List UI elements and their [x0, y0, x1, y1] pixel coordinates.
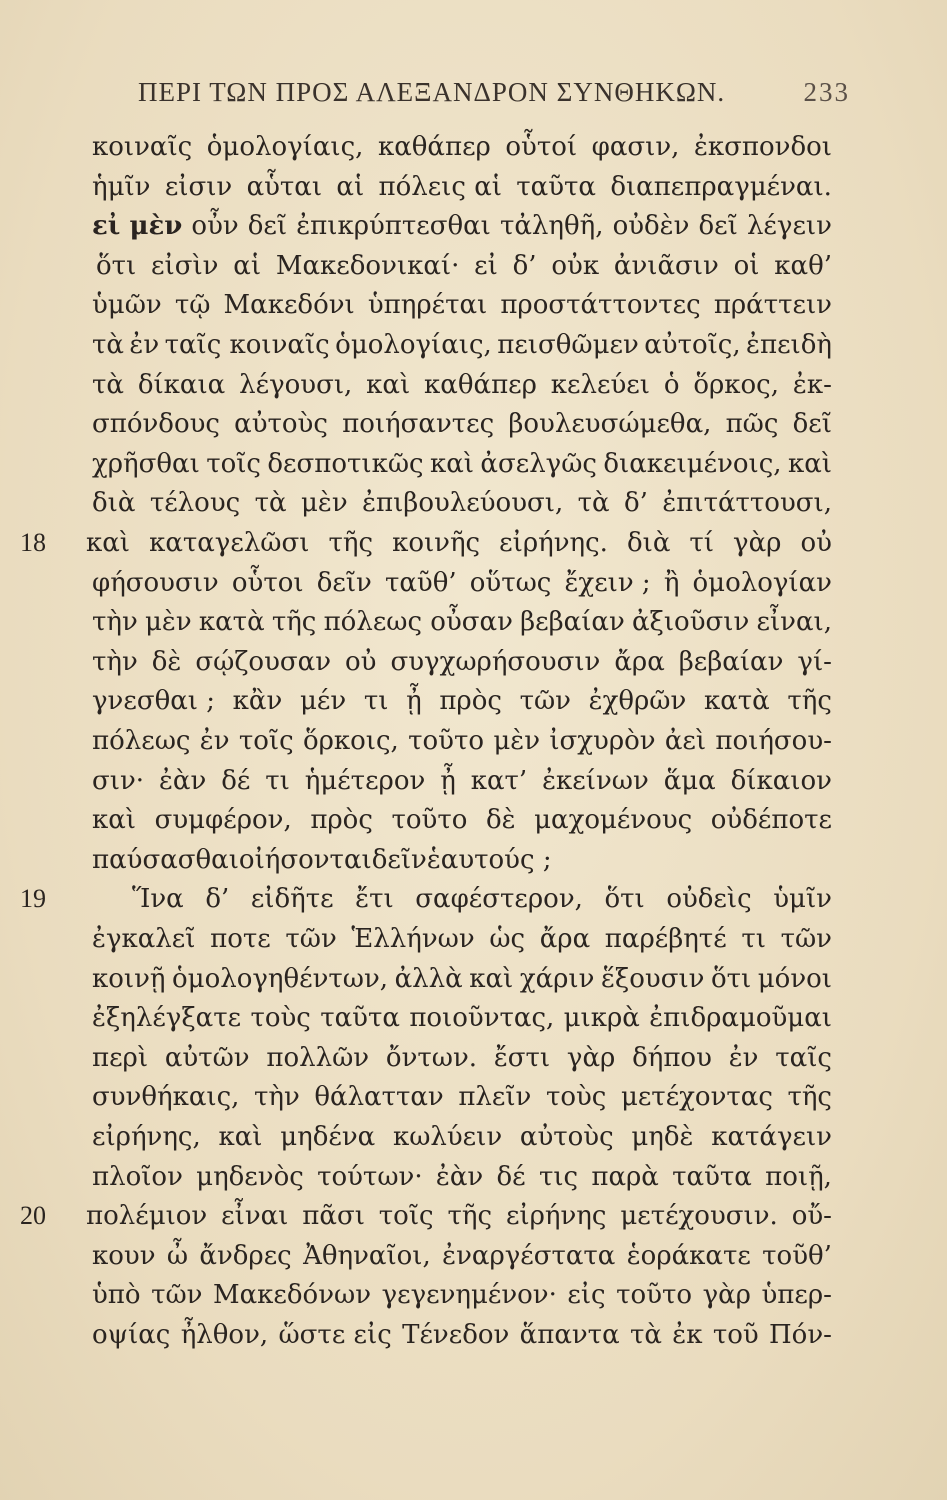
word: μηδένα	[280, 1122, 376, 1152]
word: ἀνιᾶσιν	[613, 250, 719, 281]
word: ἐν	[129, 330, 160, 360]
text-line	[92, 798, 832, 842]
word: τοῦτο	[408, 726, 485, 756]
section-number-19: 19	[20, 884, 46, 914]
word: βουλευσώμεθα,	[508, 409, 712, 440]
word: κουν	[92, 1240, 156, 1271]
word: Τένεδον	[402, 1320, 510, 1350]
word: αὐτοὺς	[519, 1122, 614, 1152]
word: τὴν	[254, 1082, 300, 1113]
word: σαφέστερον,	[415, 884, 583, 915]
word: οὐδεὶς	[666, 884, 752, 915]
word: γί-	[797, 646, 832, 677]
word: εἰδῆτε	[250, 884, 334, 915]
word: ταῖς κοιναῖς	[164, 330, 330, 360]
text-line	[92, 1036, 832, 1080]
word: παύσασθαι	[92, 844, 239, 875]
word: ἀλλὰ	[394, 963, 463, 994]
word: τοῦτο	[391, 805, 468, 836]
word: ὁμολογηθέντων,	[172, 963, 389, 994]
word: δεῖ	[247, 211, 288, 242]
word: λέγειν	[746, 211, 832, 242]
word: ἀεὶ	[664, 726, 707, 756]
word: σπόνδους	[92, 409, 220, 440]
word: ταῦτα	[320, 1003, 400, 1034]
word: μὲν	[493, 726, 540, 756]
word: ἐπειδὴ	[746, 330, 832, 360]
word: δὲ	[151, 646, 182, 677]
word: πλεῖν	[458, 1082, 532, 1113]
word: αἱ	[336, 171, 365, 202]
word: δέ	[496, 1161, 526, 1192]
word: ταῦθ’	[384, 567, 457, 598]
text-line	[92, 283, 832, 327]
word: τἀληθῆ,	[499, 211, 604, 242]
word: Μακεδόνων	[213, 1280, 372, 1311]
word: ἄρα	[539, 924, 591, 954]
word: διὰ	[626, 528, 671, 558]
word: οἰήσονται	[238, 844, 372, 875]
word: τὰ	[92, 330, 124, 360]
word: δεῖ	[698, 211, 738, 242]
word: εἰσὶν	[151, 250, 219, 281]
word: ἑοράκατε	[626, 1240, 751, 1271]
word: Μακεδονικαί·	[275, 250, 460, 281]
word: ἐξηλέγξατε	[92, 1003, 242, 1034]
word: ὅτι	[711, 963, 752, 994]
word: ἔχειν ;	[564, 567, 651, 598]
word: ὄντων.	[385, 1042, 478, 1073]
word: τὴν	[92, 646, 138, 677]
word: ἐπιτάττουσι,	[662, 488, 832, 519]
text-line	[92, 1115, 832, 1159]
word: συγχωρήσουσιν	[390, 646, 601, 677]
word: ἄνδρες	[199, 1240, 292, 1271]
word: αὐτῶν	[164, 1042, 250, 1073]
text-line	[96, 244, 832, 288]
word: κοιναῖς	[92, 132, 193, 162]
word: προστάττοντες	[500, 290, 701, 321]
text-line	[92, 481, 832, 525]
word: ὑπὸ	[92, 1280, 141, 1311]
word: ἔτι	[355, 884, 394, 915]
word: Ἀθηναῖοι,	[303, 1240, 431, 1271]
word: ταῦτα	[672, 1161, 752, 1192]
word: οὖν	[191, 211, 239, 242]
word: αὗται	[246, 171, 323, 202]
text-line	[92, 957, 832, 1001]
word: ἐπιδραμοῦμαι	[649, 1003, 832, 1034]
word: τὴν	[92, 607, 138, 638]
word: δ’	[624, 488, 648, 519]
word: δίκαια	[137, 369, 226, 400]
word: οὐ	[345, 646, 377, 677]
word: παρὰ	[591, 1161, 659, 1192]
word: γὰρ	[566, 1042, 616, 1073]
word: καταγελῶσι	[149, 528, 310, 558]
word: καὶ	[430, 448, 475, 479]
word: ὑπερ-	[761, 1280, 832, 1311]
section-number-18: 18	[20, 528, 46, 557]
word: ὅτι	[604, 884, 645, 915]
word: ἐκείνων	[542, 765, 649, 796]
word: ᾖ	[406, 686, 422, 717]
word: τῆς	[447, 1201, 493, 1232]
word: ἡμῖν	[92, 171, 151, 202]
word: ὁμολογίαις,	[335, 330, 492, 360]
word: μετέχουσιν.	[620, 1201, 778, 1232]
word: μόνοι	[757, 963, 832, 994]
word: ἅμα	[663, 765, 716, 796]
word: ἅπαντα	[519, 1320, 620, 1350]
text-line	[92, 719, 832, 763]
word: αἱ	[233, 250, 262, 281]
word: τοὺς	[250, 1003, 311, 1034]
word: χρῆσθαι	[92, 448, 200, 479]
word: τοῖς	[378, 1201, 434, 1232]
word: αὐτοῖς,	[644, 330, 741, 360]
word: κελεύει	[550, 369, 650, 400]
word: τοῦθ’	[762, 1240, 832, 1271]
word: εἰρήνης,	[92, 1122, 201, 1152]
text-line	[92, 561, 832, 605]
word: πῶς	[725, 409, 779, 440]
word: καὶ	[218, 1122, 263, 1152]
word: μαχομένους	[534, 805, 693, 836]
word: συμφέρον,	[154, 805, 292, 836]
word: ὅρκοις,	[302, 726, 399, 756]
word: εἰ	[474, 250, 498, 281]
word: κατ’	[470, 765, 528, 796]
word: πολλῶν	[266, 1042, 370, 1073]
word: εἶναι	[221, 1201, 289, 1232]
word: δὲ	[485, 805, 516, 836]
text-line	[92, 838, 552, 882]
text-line	[86, 1194, 832, 1238]
word: δεσποτικῶς	[267, 448, 424, 479]
running-header	[138, 70, 850, 114]
word: δήπου	[632, 1042, 712, 1073]
word: τι	[363, 686, 389, 717]
word: τῆς	[787, 1082, 832, 1113]
word: οψίας	[92, 1320, 171, 1350]
word: καθάπερ	[424, 369, 537, 400]
word: διὰ	[92, 488, 136, 519]
word: τις	[538, 1161, 579, 1192]
word: ποιήσου-	[715, 726, 832, 756]
word: ἐχθρῶν	[588, 686, 687, 717]
text-line	[92, 442, 832, 486]
word: κατὰ	[198, 607, 265, 638]
word: ἕξουσιν	[600, 963, 705, 994]
word: ταῦτα	[516, 171, 596, 202]
word: συνθήκαις,	[92, 1082, 240, 1113]
word: πόλεως	[92, 726, 191, 756]
word: γνεσθαι ;	[92, 686, 215, 717]
word: ποιοῦντας,	[409, 1003, 555, 1034]
word: πλοῖον	[92, 1161, 183, 1192]
word: τῷ	[174, 290, 211, 321]
word: τῶν	[151, 1280, 203, 1311]
text-line	[92, 363, 832, 407]
word: πεισθῶμεν	[497, 330, 639, 360]
word: πολέμιον	[86, 1201, 208, 1232]
text-line	[92, 759, 832, 803]
text-line	[92, 877, 832, 921]
word: διακειμένοις,	[603, 448, 782, 479]
word: καθάπερ	[377, 132, 491, 162]
word: ὁμολογίαις,	[206, 132, 364, 162]
word: σιν·	[92, 765, 145, 796]
word: ἐπικρύπτεσθαι	[296, 211, 491, 242]
word: ἀξιοῦσιν	[631, 607, 750, 638]
word: κοινῆς	[392, 528, 481, 558]
word: ὑμῖν	[773, 884, 832, 915]
word: ὦ	[166, 1240, 189, 1271]
text-line	[92, 917, 832, 961]
word: ταῖς	[775, 1042, 832, 1073]
word: τῶν	[519, 686, 571, 717]
word: πόλεως οὖσαν	[323, 607, 513, 638]
word: βεβαίαν	[520, 607, 625, 638]
word: δέ	[221, 765, 251, 796]
word: περὶ	[92, 1042, 149, 1073]
word: διαπεπραγμέναι.	[610, 171, 832, 202]
word: οὐδὲν	[612, 211, 690, 242]
word: αὐτοὺς	[234, 409, 328, 440]
word: κἂν	[232, 686, 283, 717]
word: τούτων·	[317, 1161, 423, 1192]
word: καὶ	[787, 448, 832, 479]
word: τέλους	[149, 488, 241, 519]
word: φήσουσιν	[92, 567, 219, 598]
word: ἐὰν	[435, 1161, 484, 1192]
word: Ἵνα	[132, 884, 184, 915]
word: φασιν,	[591, 132, 680, 162]
word: θάλατταν	[314, 1082, 444, 1113]
word: ποτε	[210, 924, 271, 954]
word: πράττειν	[713, 290, 832, 321]
word: καὶ	[86, 528, 131, 558]
word: ἦλθον,	[180, 1320, 269, 1350]
word: ποιῇ,	[765, 1161, 832, 1192]
word: ὁμολογίαν	[692, 567, 832, 598]
word: χάριν	[519, 963, 595, 994]
word: ἐναργέστατα	[442, 1240, 616, 1271]
word: εἰρήνης.	[499, 528, 608, 558]
word: πρὸς	[439, 686, 502, 717]
word: ὁ	[663, 369, 680, 400]
word: καὶ	[366, 369, 411, 400]
word: πόλεις αἱ	[378, 171, 502, 202]
word: ὑπηρέται	[367, 290, 488, 321]
word: δεῖν	[371, 844, 427, 875]
text-line	[92, 679, 832, 723]
word: ἑαυτούς ;	[426, 844, 552, 875]
word: ἐγκαλεῖ	[92, 924, 196, 954]
word: οὗτοι	[231, 567, 304, 598]
word: ἐπιβουλεύουσι,	[362, 488, 564, 519]
word: τῆς	[328, 528, 374, 558]
running-title: ΠΕΡΙ ΤΩΝ ΠΡΟΣ ΑΛΕΞΑΝΔΡΟΝ ΣΥΝΘΗΚΩΝ.	[138, 76, 726, 107]
word: ἐκ-	[792, 369, 832, 400]
word: τοῦ	[712, 1320, 759, 1350]
word: τῶν	[285, 924, 337, 954]
section-number-20: 20	[20, 1201, 46, 1231]
word: μὲν	[300, 488, 348, 519]
word: ᾖ	[440, 765, 456, 796]
text-line	[92, 125, 832, 169]
word: ἡμέτερον	[304, 765, 426, 796]
word: μικρὰ	[563, 1003, 640, 1034]
word: ποιήσαντες	[342, 409, 495, 440]
word: Ἑλλήνων	[351, 924, 475, 954]
word: μέν	[299, 686, 347, 717]
word: μηδὲ	[631, 1122, 694, 1152]
word: τοῦτο	[616, 1280, 693, 1311]
word: τοῖς	[238, 726, 294, 756]
word: καὶ	[92, 805, 137, 836]
word: τὰ	[577, 488, 610, 519]
word: Μακεδόνι	[223, 290, 355, 321]
word: γεγενημένον·	[381, 1280, 557, 1311]
word: πρὸς	[310, 805, 373, 836]
word: κατάγειν	[711, 1122, 832, 1152]
word: ὅτι	[96, 250, 137, 281]
word: καθ’	[774, 250, 832, 281]
word: σῴζουσαν	[195, 646, 332, 677]
text-line	[92, 996, 832, 1040]
word: ἰσχυρὸν	[549, 726, 656, 756]
word: εἰς	[567, 1280, 606, 1311]
word: βεβαίαν	[678, 646, 784, 677]
word: τι	[741, 924, 766, 954]
word: οὗτοί	[505, 132, 578, 162]
text-line	[92, 402, 832, 446]
text-line	[92, 165, 832, 209]
word: Πόν-	[769, 1320, 832, 1350]
word: τὰ	[92, 369, 124, 400]
text-line	[92, 1313, 832, 1357]
word: ἀσελγῶς	[480, 448, 597, 479]
text-line	[92, 1273, 832, 1317]
word: ἐκ	[672, 1320, 703, 1350]
word: οὐ	[800, 528, 832, 558]
text-line	[92, 1075, 832, 1119]
word: οὐκ	[551, 250, 600, 281]
word: μετέχοντας	[620, 1082, 773, 1113]
word: δ’	[512, 250, 537, 281]
word: γὰρ	[702, 1280, 751, 1311]
word: οἱ	[733, 250, 760, 281]
word: ἄρα	[614, 646, 665, 677]
word: μηδενὸς	[196, 1161, 304, 1192]
word: ἐκσπονδοι	[693, 132, 832, 162]
word: ὡς	[489, 924, 526, 954]
word: μὲν	[145, 607, 192, 638]
word: καὶ	[469, 963, 514, 994]
word: εἶναι,	[756, 607, 832, 638]
text-line	[92, 323, 832, 367]
word: εἰσιν	[164, 171, 233, 202]
text-line	[92, 204, 832, 248]
word: λέγουσι,	[239, 369, 353, 400]
word: τι	[265, 765, 290, 796]
word: τῶν	[780, 924, 832, 954]
text-line	[86, 521, 832, 565]
word: γὰρ	[733, 528, 782, 558]
word: δ’	[205, 884, 230, 915]
word: δεῖν	[316, 567, 372, 598]
word: οὐδέποτε	[710, 805, 832, 836]
text-line	[92, 1155, 832, 1199]
word: ἢ	[663, 567, 680, 598]
word: ὅρκος,	[693, 369, 780, 400]
word: ἐὰν	[158, 765, 207, 796]
word: οὕτως	[469, 567, 552, 598]
word: ὥστε εἰς	[278, 1320, 392, 1350]
word: κοινῇ	[92, 963, 166, 994]
word: δεῖ	[792, 409, 832, 440]
text-line	[92, 600, 832, 644]
word: κατὰ	[703, 686, 770, 717]
word: ὑμῶν	[92, 290, 162, 321]
word: δίκαιον	[730, 765, 832, 796]
word: κωλύειν	[392, 1122, 503, 1152]
word: τὰ	[254, 488, 287, 519]
word: οὔ-	[791, 1201, 832, 1232]
page-number: 233	[803, 76, 850, 107]
text-line	[92, 640, 832, 684]
word: τὰ	[629, 1320, 662, 1350]
word: τῆς	[271, 607, 317, 638]
word: τοῖς	[206, 448, 261, 479]
word: τῆς	[787, 686, 832, 717]
text-line	[92, 1234, 832, 1278]
word: εἰρήνης	[505, 1201, 607, 1232]
word: πᾶσι	[302, 1201, 365, 1232]
word: ἐν	[728, 1042, 759, 1073]
word: ἐν	[199, 726, 230, 756]
word: εἰ μὲν	[92, 211, 183, 242]
word: παρέβητέ	[604, 924, 727, 954]
word: ἔστι	[493, 1042, 551, 1073]
word: τοὺς	[545, 1082, 607, 1113]
word: τί	[689, 528, 714, 558]
